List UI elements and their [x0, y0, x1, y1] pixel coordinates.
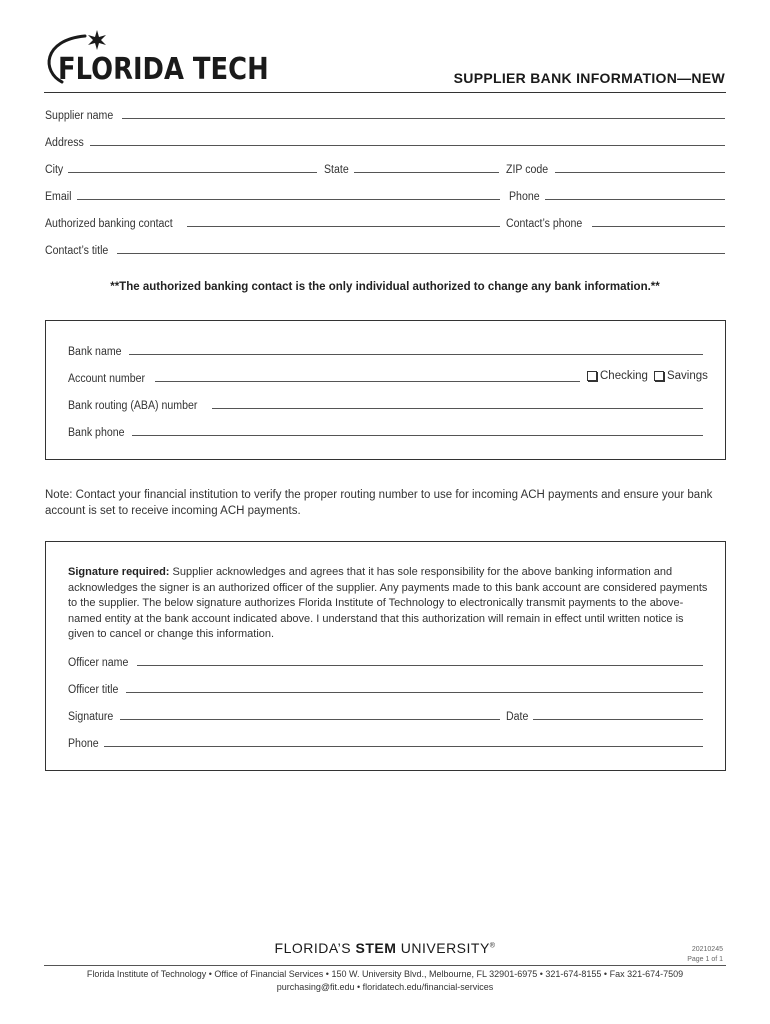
state-line[interactable]: [354, 172, 499, 173]
contact-title-label: Contact’s title: [45, 245, 109, 257]
supplier-name-line[interactable]: [122, 118, 725, 119]
authorization-notice: **The authorized banking contact is the only individual authorized to change any bank information.**: [110, 281, 660, 293]
officer-phone-line[interactable]: [104, 746, 703, 747]
footer-divider: [44, 965, 726, 966]
zip-line[interactable]: [555, 172, 725, 173]
bank-phone-label: Bank phone: [68, 427, 125, 439]
signature-agreement-body: Supplier acknowledges and agrees that it has sole responsibility for the above banking information and acknowledges the signer is an authorized officer of the supplier. Any payments made to this bank account are considered payments to the supplier. The below signature authorizes Florida Institute of Technology to electronically transmit payments to the above-named entity at the bank account indicated above. I understand that this authorization will remain in effect until written notice is given to cancel or change this information.: [68, 566, 708, 640]
officer-title-field[interactable]: [68, 680, 703, 696]
date-line[interactable]: [533, 719, 703, 720]
officer-title-label: Officer title: [68, 684, 119, 696]
contact-phone-line[interactable]: [592, 226, 725, 227]
bank-name-line[interactable]: [129, 354, 703, 355]
phone-field[interactable]: [509, 187, 725, 203]
footer-address: Florida Institute of Technology • Office of Financial Services • 150 W. University Blvd., Melbourne, FL 32901-6975 • 321-674-8155 • Fax 321-674-7509: [86, 969, 684, 979]
signature-required-heading: Signature required:: [68, 566, 170, 578]
banking-contact-field[interactable]: [45, 214, 500, 230]
banking-contact-line[interactable]: [187, 226, 500, 227]
account-number-field[interactable]: [68, 369, 580, 385]
tagline-part-2: UNIVERSITY: [396, 940, 490, 956]
signature-field[interactable]: [68, 707, 500, 723]
florida-tech-logo: [40, 30, 269, 88]
zip-label: ZIP code: [506, 164, 549, 176]
date-label: Date: [506, 711, 529, 723]
signature-line[interactable]: [120, 719, 500, 720]
footer-links: purchasing@fit.edu • floridatech.edu/financial-services: [276, 982, 494, 992]
contact-title-line[interactable]: [117, 253, 725, 254]
contact-title-field[interactable]: [45, 241, 725, 257]
contact-phone-label: Contact’s phone: [506, 218, 583, 230]
ach-note: Note: Contact your financial institution to verify the proper routing number to use for incoming ACH payments and ensure your bank account is set to receive incoming ACH payments.: [45, 489, 713, 517]
university-tagline: [0, 940, 770, 956]
bank-phone-field[interactable]: [68, 423, 703, 439]
city-line[interactable]: [68, 172, 317, 173]
tagline-stem: STEM: [355, 940, 397, 956]
email-field[interactable]: [45, 187, 500, 203]
routing-number-line[interactable]: [212, 408, 703, 409]
tagline-registered-mark: ®: [489, 942, 496, 950]
email-label: Email: [45, 191, 72, 203]
phone-label: Phone: [509, 191, 540, 203]
signature-label: Signature: [68, 711, 114, 723]
checking-option[interactable]: [587, 370, 648, 382]
bank-name-label: Bank name: [68, 346, 122, 358]
account-number-label: Account number: [68, 373, 146, 385]
zip-field[interactable]: [506, 160, 725, 176]
form-title: SUPPLIER BANK INFORMATION—NEW: [453, 70, 725, 86]
supplier-name-field[interactable]: [45, 106, 725, 122]
tagline-part-1: FLORIDA’S: [274, 940, 356, 956]
savings-option[interactable]: [654, 370, 708, 382]
address-label: Address: [45, 137, 84, 149]
bank-name-field[interactable]: [68, 342, 703, 358]
state-label: State: [324, 164, 349, 176]
signature-agreement-text: [68, 565, 708, 643]
officer-phone-field[interactable]: [68, 734, 703, 750]
city-label: City: [45, 164, 64, 176]
address-line[interactable]: [90, 145, 725, 146]
account-type-options: [587, 370, 708, 382]
page-number: Page 1 of 1: [687, 956, 723, 963]
officer-name-field[interactable]: [68, 653, 703, 669]
document-number: [687, 945, 723, 965]
officer-phone-label: Phone: [68, 738, 99, 750]
city-field[interactable]: [45, 160, 317, 176]
phone-line[interactable]: [545, 199, 725, 200]
routing-number-label: Bank routing (ABA) number: [68, 400, 198, 412]
doc-code: 20210245: [691, 946, 723, 953]
title-divider: [44, 92, 726, 93]
state-field[interactable]: [324, 160, 499, 176]
routing-number-field[interactable]: [68, 396, 703, 412]
footer-contact: [0, 968, 770, 994]
banking-contact-label: Authorized banking contact: [45, 218, 173, 230]
address-field[interactable]: [45, 133, 725, 149]
date-field[interactable]: [506, 707, 703, 723]
bank-info-box: [45, 320, 726, 460]
logo-wordmark: FLORIDA TECH: [58, 52, 269, 87]
checking-label: Checking: [600, 370, 648, 382]
savings-checkbox[interactable]: [654, 371, 664, 381]
officer-name-label: Officer name: [68, 657, 129, 669]
bank-phone-line[interactable]: [132, 435, 703, 436]
officer-name-line[interactable]: [137, 665, 703, 666]
contact-phone-field[interactable]: [506, 214, 725, 230]
officer-title-line[interactable]: [126, 692, 703, 693]
checking-checkbox[interactable]: [587, 371, 597, 381]
email-line[interactable]: [77, 199, 500, 200]
account-number-line[interactable]: [155, 381, 580, 382]
savings-label: Savings: [666, 370, 708, 382]
supplier-name-label: Supplier name: [45, 110, 114, 122]
